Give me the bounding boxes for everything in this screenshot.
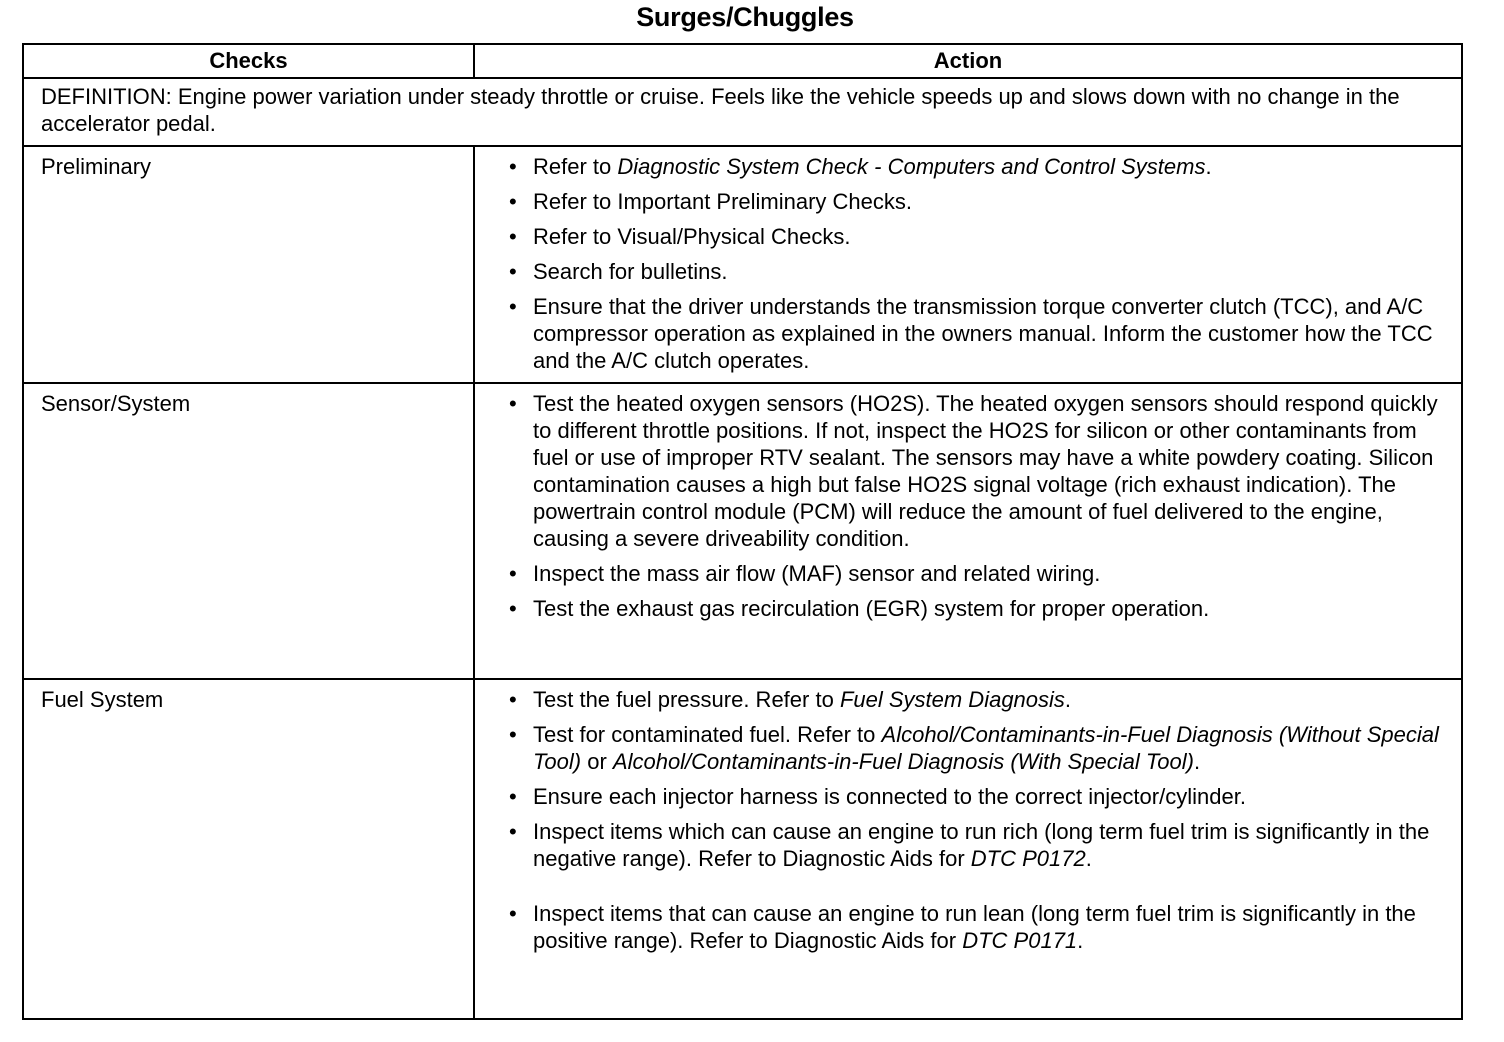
diagnostic-table [22,43,1463,1020]
list-item: • Refer to Diagnostic System Check - Computers and Control Systems. [509,153,1449,180]
header-row [23,44,1462,78]
table-row [23,383,1462,679]
check-fuel-system: Fuel System [23,679,474,1019]
header-action: Action [474,44,1462,78]
list-item: • Search for bulletins. [509,258,1449,285]
list-item: • Ensure each injector harness is connected to the correct injector/cylinder. [509,783,1449,810]
action-cell-sensor-system [474,383,1462,679]
definition-row [23,78,1462,146]
definition-text: DEFINITION: Engine power variation under steady throttle or cruise. Feels like the vehicle speeds up and slows down with no change in the accelerator pedal. [23,78,1462,146]
list-item: • Ensure that the driver understands the transmission torque converter clutch (TCC), and A/C compressor operation as explained in the owners manual. Inform the customer how the TCC and the A/C clutch operates. [509,293,1449,374]
list-item: • Inspect items which can cause an engine to run rich (long term fuel trim is significantly in the negative range). Refer to Diagnostic Aids for DTC P0172. [509,818,1449,872]
list-item: • Refer to Visual/Physical Checks. [509,223,1449,250]
list-item: • Inspect items that can cause an engine to run lean (long term fuel trim is significantly in the positive range). Refer to Diagnostic Aids for DTC P0171. [509,900,1449,954]
table-row [23,146,1462,383]
check-sensor-system: Sensor/System [23,383,474,679]
page-title: Surges/Chuggles [636,2,854,32]
list-item: • Test the exhaust gas recirculation (EGR) system for proper operation. [509,595,1449,622]
header-checks: Checks [23,44,474,78]
list-item: • Refer to Important Preliminary Checks. [509,188,1449,215]
check-preliminary: Preliminary [23,146,474,383]
list-item: • Inspect the mass air flow (MAF) sensor and related wiring. [509,560,1449,587]
action-cell-fuel-system [474,679,1462,1019]
action-cell-preliminary [474,146,1462,383]
list-item: • Test the heated oxygen sensors (HO2S). The heated oxygen sensors should respond quickly to different throttle positions. If not, inspect the HO2S for silicon or other contaminants from fuel or use of improper RTV sealant. The sensors may have a white powdery coating. Silicon contamination causes a high but false HO2S signal voltage (rich exhaust indication). The powertrain control module (PCM) will reduce the amount of fuel delivered to the engine, causing a severe driveability condition. [509,390,1449,552]
table-row [23,679,1462,1019]
list-item: • Test the fuel pressure. Refer to Fuel System Diagnosis. [509,686,1449,713]
list-item: • Test for contaminated fuel. Refer to Alcohol/Contaminants-in-Fuel Diagnosis (Without Special Tool) or Alcohol/Contaminants-in-Fuel Diagnosis (With Special Tool). [509,721,1449,775]
